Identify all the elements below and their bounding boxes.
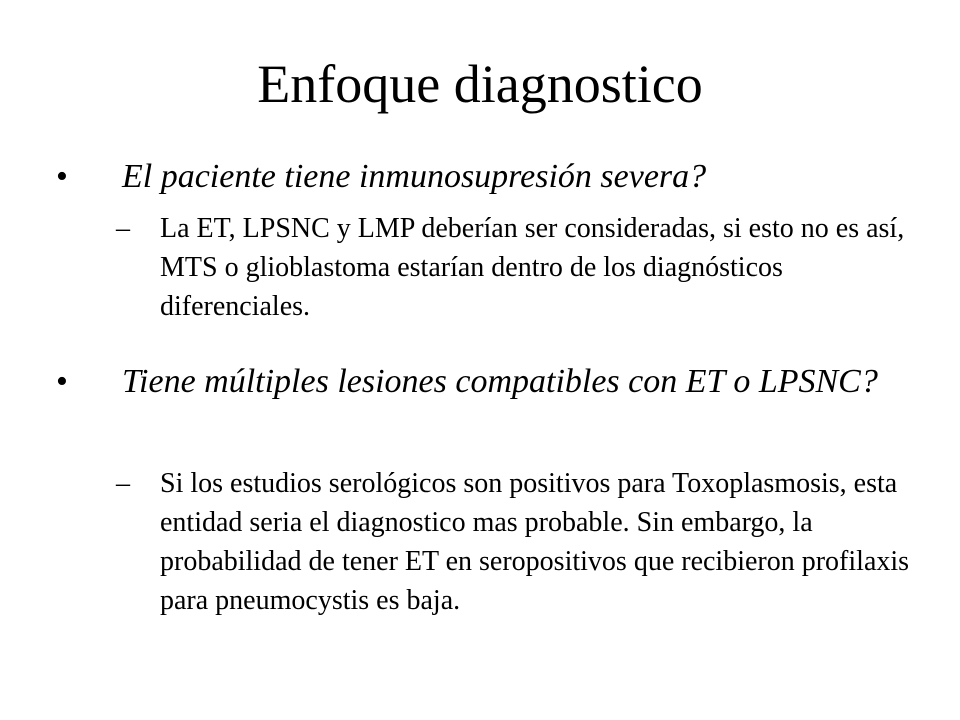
bullet-1-subtext: La ET, LPSNC y LMP deberían ser consideradas, si esto no es así, MTS o glioblastoma estarían dentro de los diagnósticos diferenciales. — [160, 213, 905, 322]
bullet-marker: • — [56, 158, 68, 195]
slide-title: Enfoque diagnostico — [257, 54, 703, 114]
sub-bullet-marker: – — [116, 213, 130, 244]
bullet-1-text: El paciente tiene inmunosupresión severa? — [122, 158, 707, 195]
sub-bullet-marker: – — [116, 468, 130, 499]
bullet-marker: • — [56, 363, 68, 400]
bullet-2-subtext: Si los estudios serológicos son positivos para Toxoplasmosis, esta entidad seria el diagnostico mas probable. Sin embargo, la probabilidad de tener ET en seropositivos que recibieron profilaxis para pneumocystis es baja. — [160, 468, 910, 616]
bullet-2-text: Tiene múltiples lesiones compatibles con ET o LPSNC? — [122, 363, 878, 400]
